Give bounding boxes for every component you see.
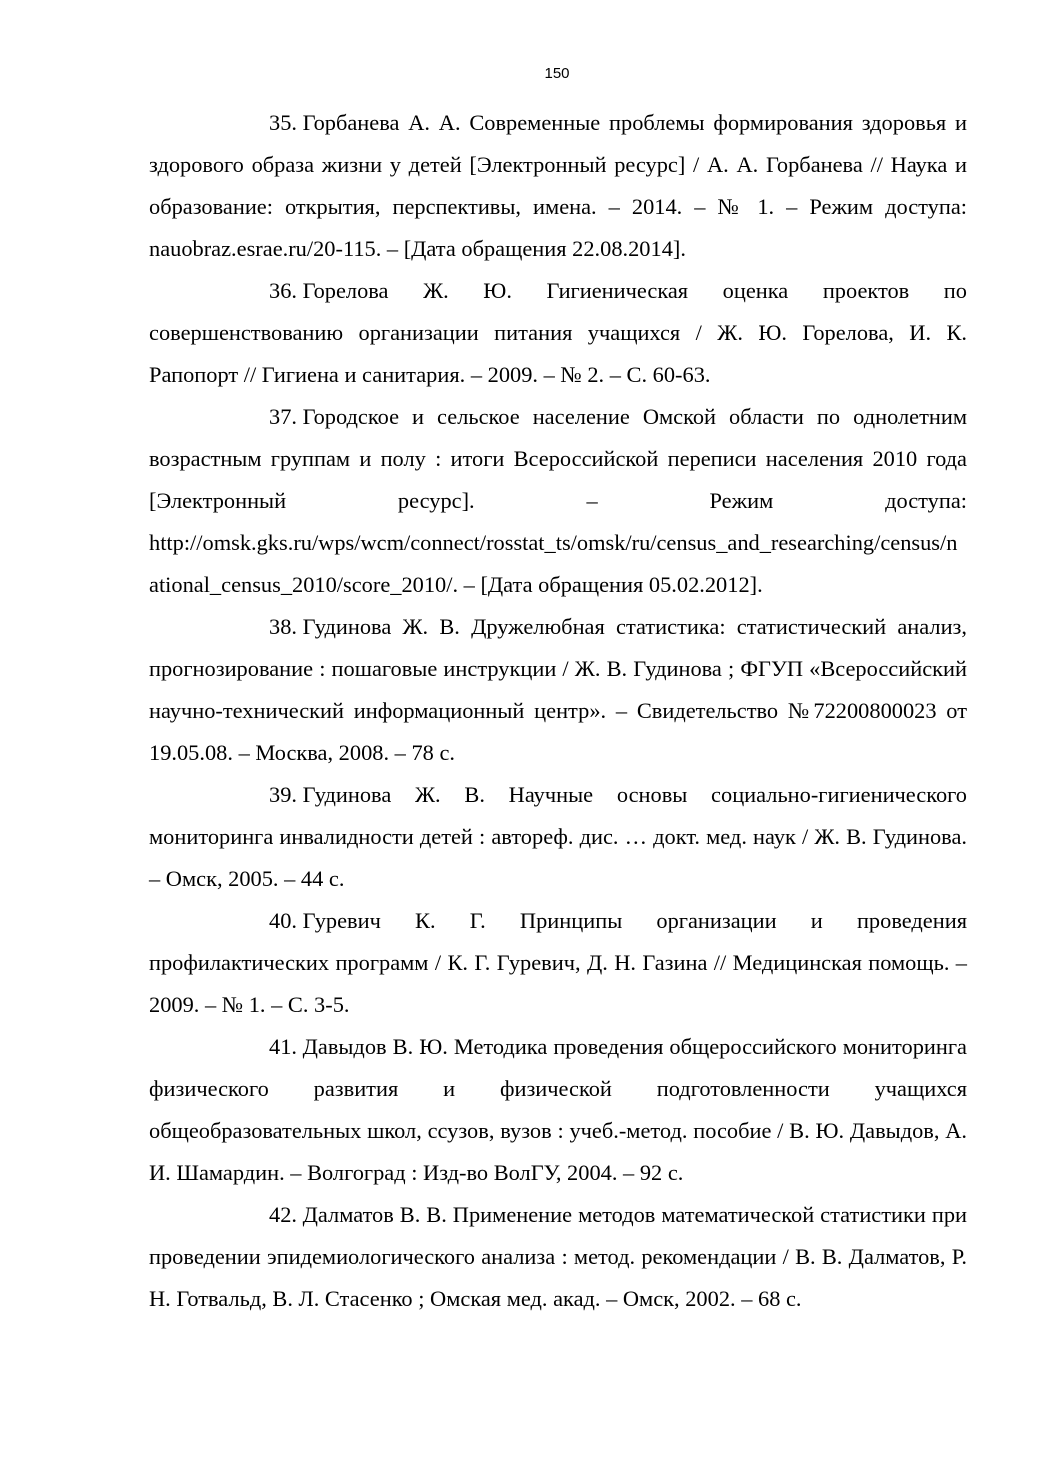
reference-item [149, 900, 967, 1026]
reference-list [149, 102, 967, 1320]
reference-item [149, 270, 967, 396]
reference-text: Горбанева А. А. Современные проблемы формирования здоровья и здорового образа жизни у детей [Электронный ресурс] / А. А. Горбанева // Наука и образование: открытия, перспективы, имена. – 2014. – № 1. – Режим доступа: nauobraz.esrae.ru/20-115. – [Дата обращения 22.08.2014]. [149, 110, 967, 261]
reference-number: 39. [269, 782, 297, 807]
reference-item [149, 1194, 967, 1320]
reference-number: 41. [269, 1034, 297, 1059]
reference-number: 37. [269, 404, 297, 429]
reference-text: Городское и сельское население Омской области по однолетним возрастным группам и полу : итоги Всероссийской переписи населения 2010 года [Электронный ресурс]. – Режим доступа: http://omsk.gks.ru/wps/wcm/connect/rosstat_ts/omsk/ru/census_and_researching/census/national_census_2010/score_2010/. – [Дата обращения 05.02.2012]. [149, 404, 967, 597]
reference-number: 36. [269, 278, 297, 303]
page-number: 150 [544, 65, 570, 82]
reference-item [149, 606, 967, 774]
reference-number: 35. [269, 110, 297, 135]
reference-number: 40. [269, 908, 297, 933]
reference-text: Горелова Ж. Ю. Гигиеническая оценка проектов по совершенствованию организации питания учащихся / Ж. Ю. Горелова, И. К. Рапопорт // Гигиена и санитария. – 2009. – № 2. – С. 60-63. [149, 278, 967, 387]
reference-text: Давыдов В. Ю. Методика проведения общероссийского мониторинга физического развития и физической подготовленности учащихся общеобразовательных школ, ссузов, вузов : учеб.-метод. пособие / В. Ю. Давыдов, А. И. Шамардин. – Волгоград : Изд-во ВолГУ, 2004. – 92 с. [149, 1034, 967, 1185]
reference-text: Гудинова Ж. В. Научные основы социально-гигиенического мониторинга инвалидности детей : автореф. дис. … докт. мед. наук / Ж. В. Гудинова. – Омск, 2005. – 44 с. [149, 782, 967, 891]
reference-text: Гуревич К. Г. Принципы организации и проведения профилактических программ / К. Г. Гуревич, Д. Н. Газина // Медицинская помощь. – 2009. – № 1. – С. 3-5. [149, 908, 967, 1017]
reference-item [149, 1026, 967, 1194]
reference-item [149, 102, 967, 270]
reference-text: Гудинова Ж. В. Дружелюбная статистика: статистический анализ, прогнозирование : пошаговые инструкции / Ж. В. Гудинова ; ФГУП «Всероссийский научно-технический информационный центр». – Свидетельство №72200800023 от 19.05.08. – Москва, 2008. – 78 с. [149, 614, 967, 765]
reference-item [149, 396, 967, 606]
reference-number: 38. [269, 614, 297, 639]
reference-text: Далматов В. В. Применение методов математической статистики при проведении эпидемиологического анализа : метод. рекомендации / В. В. Далматов, Р. Н. Готвальд, В. Л. Стасенко ; Омская мед. акад. – Омск, 2002. – 68 с. [149, 1202, 967, 1311]
reference-item [149, 774, 967, 900]
reference-number: 42. [269, 1202, 297, 1227]
